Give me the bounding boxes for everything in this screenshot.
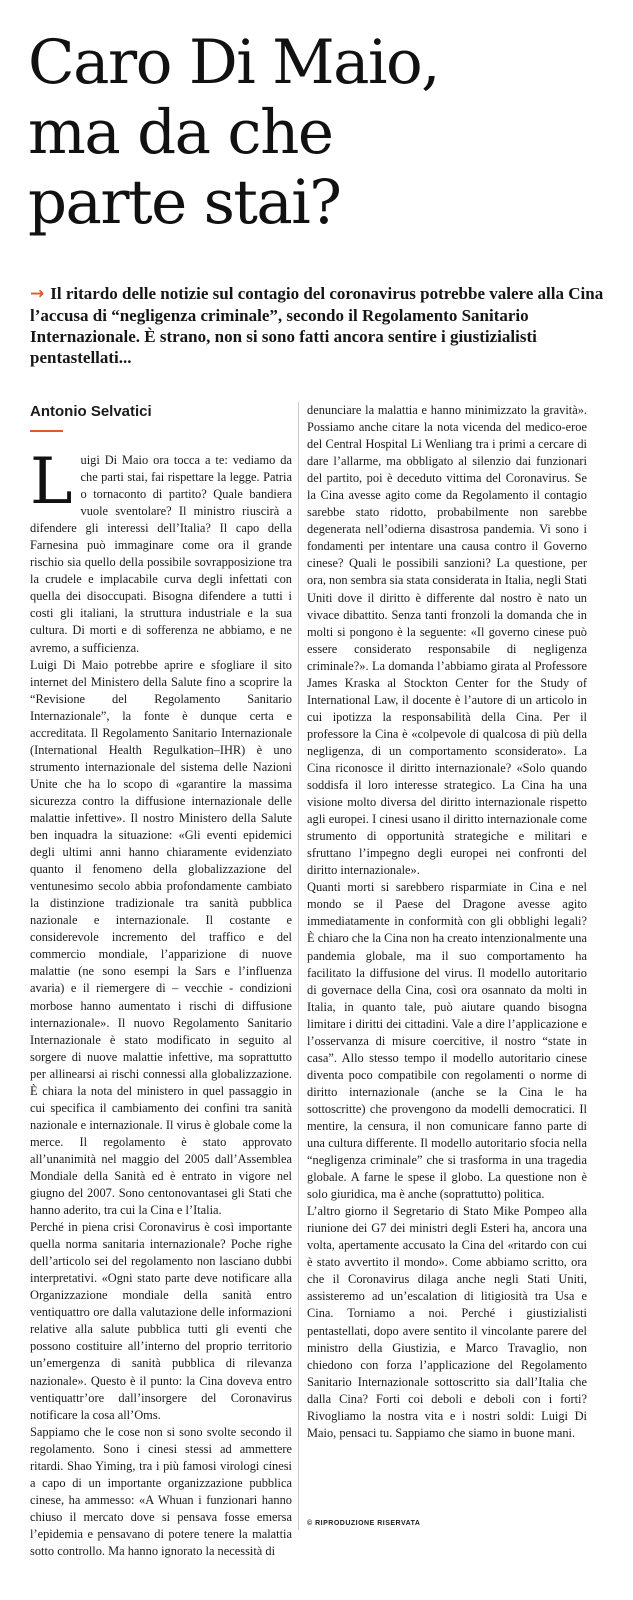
paragraph: L’altro giorno il Segretario di Stato Mike Pompeo alla riunione dei G7 dei ministri degli Esteri ha, ancora una volta, apertamente accusato la Cina del «ritardo con cui è stato avvertito il mondo». Come abbiamo scritto, ora che il Coronavirus dilaga anche negli Stati Uniti, assisteremo ad un’escalation di litigiosità tra Usa e Cina. Torniamo a noi. Perché i giustizialisti pentastellati, dopo avere sentito il vincolante parere del ministro della Giustizia, e Marco Travaglio, non chiedono con forza l’applicazione del Regolamento Sanitario Internazionale sottoscritto sia dall’Italia che dalla Cina? Forti coi deboli e deboli con i forti? Rivogliamo la nostra vita e i nostri soldi: Luigi Di Maio, pensaci tu. Sappiamo che siamo in buone mani. xyxy=(307,1204,587,1440)
byline-divider xyxy=(30,430,63,432)
headline-line: ma da che xyxy=(28,97,333,168)
subheadline-text: Il ritardo delle notizie sul contagio del coronavirus potrebbe valere alla Cina l’accusa di “negligenza criminale”, secondo il Regolamento Sanitario Internazionale. È strano, non si sono fatti ancora sentire i giustizialisti pentastellati... xyxy=(30,284,604,367)
headline-line: Caro Di Maio, xyxy=(28,27,440,98)
subheadline xyxy=(30,283,615,368)
headline xyxy=(28,28,618,238)
paragraph: denunciare la malattia e hanno minimizzato la gravità». Possiamo anche citare la nota vicenda del medico-eroe del Central Hospital Li Wenliang tra i primi a cercare di dare l’allarme, ma obbligato al silenzio dai funzionari del partito, poi è deceduto vittima del Coronavirus. Se la Cina avesse agito come da Regolamento il contagio sarebbe stato ridotto, probabilmente non sarebbe degenerata nell’odierna disastrosa pandemia. Vi sono i fondamenti per intentare una causa contro il Governo cinese? Quali le possibili sanzioni? La questione, per ora, non sembra sia stata considerata in Italia, negli Stati Uniti dove il diritto è differente dal nostro è nato un vivace dibattito. Senza tanti fronzoli la domanda che in molti si pongono è la seguente: «Il governo cinese può essere considerato responsabile di negligenza criminale?». La domanda l’abbiamo girata al Professore James Kraska al Stockton Center for the Study of International Law, il docente è l’autore di un articolo in cui ipotizza la responsabilità della Cina. Per il professore la Cina è «colpevole di qualcosa di più della negligenza, di un comportamento sconsiderato». La Cina riconosce il diritto internazionale? «Solo quando soddisfa il loro interesse strategico. La Cina ha una visione molto diversa del diritto internazionale rispetto agli europei. I cinesi usano il diritto internazionale come strumento di opportunità strategiche e militari e sfruttano l’impegno degli europei nei confronti del diritto internazionale». xyxy=(307,403,587,878)
paragraph: Quanti morti si sarebbero risparmiate in Cina e nel mondo se il Paese del Dragone avesse agito immediatamente in conformità con gli obblighi legali? È chiaro che la Cina non ha creato intenzionalmente una pandemia globale, ma il suo comportamento ha facilitato la diffusione del virus. Il modello autoritario di governace della Cina, così ora osannato da molti in Italia, in quanto tale, può aiutare quando bisogna limitare i diritti dei cittadini. Vale a dire l’applicazione e l’osservanza di misure coercitive, il nostro “state in casa”. Allo stesso tempo il modello autoritario cinese diventa poco compatibile con regolamenti o norme di diritto internazionale (anche se la Cina le ha sottoscritte) che provengono da modelli democratici. Il mentire, la censura, il non comunicare fanno parte di una cultura differente. Il modello autoritario sfocia nella “negligenza criminale” che si trasforma in una tragedia globale. A farne le spese il globo. La questione non è solo giuridica, ma è anche (soprattutto) politica. xyxy=(307,880,587,1202)
article-column-left xyxy=(30,445,292,1560)
column-divider xyxy=(298,402,299,1530)
arrow-right-icon: → xyxy=(30,284,45,304)
headline-line: parte stai? xyxy=(28,167,341,238)
paragraph: Perché in piena crisi Coronavirus è così importante quella norma sanitaria internazionale? Poche righe dell’articolo sei del regolamento non lasciano dubbi interpretativi. «Ogni stato parte deve notificare alla Organizzazione mondiale della sanità entro ventiquattro ore dalla valutazione delle informazioni relative alla salute pubblica tutti gli eventi che possono costituire all’interno del proprio territorio un’emergenza di sanità pubblica di rilevanza nazionale». Questo è il punto: la Cina doveva entro ventiquattr’ore dall’insorgere del Coronavirus notificare la cosa all’Oms. xyxy=(30,1220,292,1422)
article-column-right xyxy=(307,402,587,1442)
author-byline: Antonio Selvatici xyxy=(30,403,152,420)
paragraph-text: uigi Di Maio ora tocca a te: vediamo da che parti stai, fai rispettare la legge. Patria o tornaconto di partito? Quale bandiera vuole sventolare? Il ministro riuscirà a difendere gli interessi dell’Italia? Il capo della Farnesina può immaginare come ora il grande rischio sia quello della possibile sovrapposizione tra la crudele e implacabile curva degli infettati con quella dei disoccupati. Bisogna difendere a tutti i costi gli italiani, la struttura industriale e la sua cultura. Di morti e di sofferenza ne abbiamo, e ne avremo, a sufficienza. xyxy=(30,453,292,655)
drop-cap: L xyxy=(30,445,73,519)
paragraph xyxy=(30,445,292,657)
copyright-notice: © RIPRODUZIONE RISERVATA xyxy=(307,1520,421,1527)
paragraph: Luigi Di Maio potrebbe aprire e sfogliare il sito internet del Ministero della Salute fino a scoprire la “Revisione del Regolamento Sanitario Internazionale”, la fonte è dunque certa e accreditata. Il Regolamento Sanitario Internazionale (International Health Regulkation–IHR) è uno strumento internazionale del sistema delle Nazioni Unite che ha lo scopo di «garantire la massima sicurezza contro la diffusione internazionale delle malattie infettive». Il nostro Ministero della Salute ben inquadra la situazione: «Gli eventi epidemici degli ultimi anni hanno chiaramente evidenziato quanto il fenomeno della globalizzazione del ventunesimo secolo abbia profondamente cambiato la distinzione tradizionale tra sanità pubblica nazionale e internazionale. Il costante e considerevole incremento del traffico e del commercio mondiale, l’apparizione di nuove malattie (ne sono esempi la Sars e l’influenza avaria) e il riemergere di – vecchie - condizioni morbose hanno aumentato i rischi di diffusione internazionale». Il nuovo Regolamento Sanitario Internazionale è stato modificato in seguito al sorgere di nuove malattie infettive, ma soprattutto per allinearsi ai rischi connessi alla globalizzazione. È chiara la nota del ministero in quel passaggio in cui specifica il cambiamento dei confini tra sanità nazionale e internazionale. Il virus è globale come la merce. Il regolamento è stato approvato all’unanimità nel maggio del 2005 dall’Assemblea Mondiale della Sanità ed è entrato in vigore nel giugno del 2007. Sono centonovantasei gli Stati che hanno aderito, tra cui la Cina e l’Italia. xyxy=(30,657,292,1218)
paragraph: Sappiamo che le cose non si sono svolte secondo il regolamento. Sono i cinesi stessi ad ammettere ritardi. Shao Yiming, tra i più famosi virologi cinesi a capo di un importante organizzazione pubblica cinese, ha ammesso: «A Whuan i funzionari hanno chiuso il mercato dove si pensava fosse emersa l’epidemia e pensavano di potere tenere la malattia sotto controllo. Ma hanno ignorato la necessità di xyxy=(30,1424,292,1558)
